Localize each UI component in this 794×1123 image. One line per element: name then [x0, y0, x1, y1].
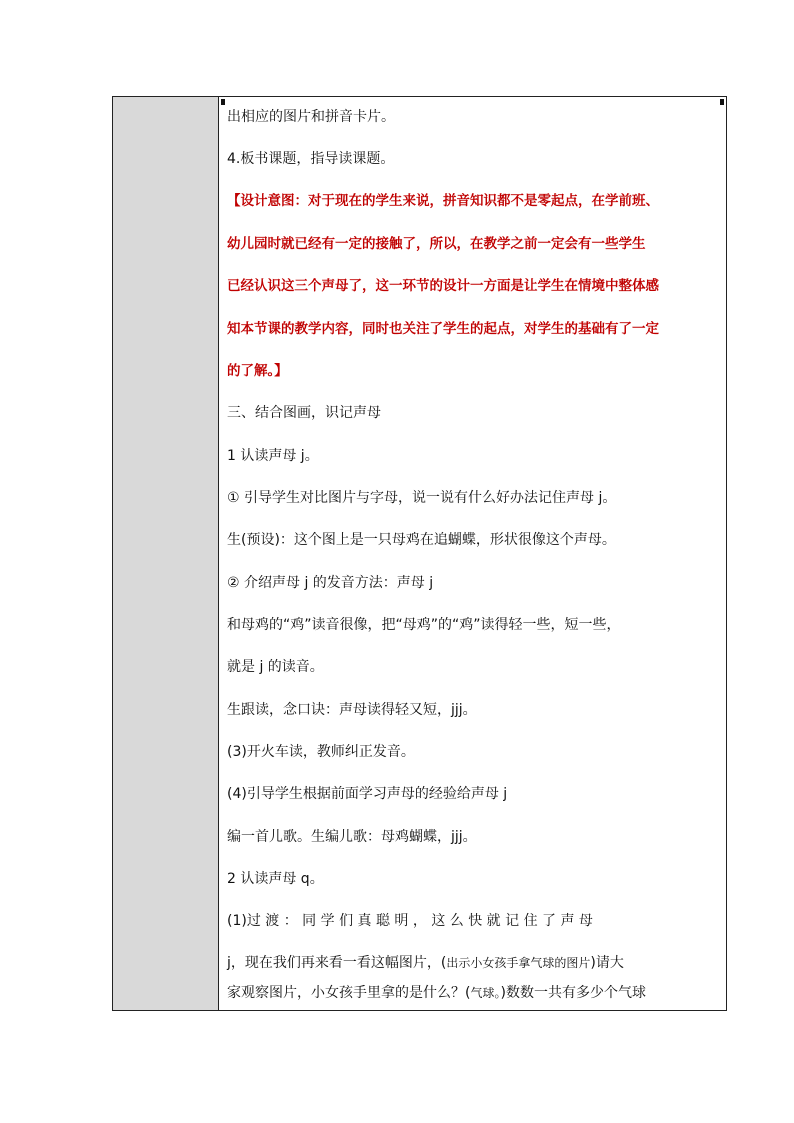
text-run: 家观察图片，小女孩手里拿的是什么？(: [227, 985, 471, 1001]
cell-corner-mark: [720, 99, 724, 105]
text-line: 4.板书课题，指导读课题。: [227, 151, 395, 167]
annotation-text: 出示小女孩手拿气球的图片: [446, 956, 591, 970]
cell-corner-mark: [221, 99, 225, 105]
design-intent-line: 【设计意图：对于现在的学生来说，拼音知识都不是零起点，在学前班、: [227, 193, 659, 209]
text-line: [227, 953, 720, 973]
design-intent-line: 的了解。】: [227, 363, 288, 379]
text-line: 出相应的图片和拼音卡片。: [227, 109, 395, 125]
text-line: ① 引导学生对比图片与字母，说一说有什么好办法记住声母 j。: [227, 490, 617, 506]
text-line: (1)过 渡 ： 同 学 们 真 聪 明 ， 这 么 快 就 记 住 了 声 母: [227, 913, 593, 929]
design-intent-line: 已经认识这三个声母了，这一环节的设计一方面是让学生在情境中整体感: [227, 278, 659, 294]
table-label-cell: [113, 97, 219, 1010]
design-intent-line: 知本节课的教学内容，同时也关注了学生的起点，对学生的基础有了一定: [227, 321, 659, 337]
design-intent-line: 幼儿园时就已经有一定的接触了，所以，在教学之前一定会有一些学生: [227, 236, 646, 252]
text-line: 1 认读声母 j。: [227, 448, 319, 464]
text-line: 2 认读声母 q。: [227, 871, 324, 887]
text-line: 就是 j 的读音。: [227, 659, 324, 675]
section-heading: 三、结合图画，识记声母: [227, 405, 381, 421]
text-line: [227, 983, 720, 1003]
text-line: (3)开火车读，教师纠正发音。: [227, 744, 415, 760]
text-run: j，现在我们再来看一看这幅图片，(: [227, 955, 447, 971]
lesson-table: [112, 96, 727, 1011]
annotation-text: 气球。: [470, 986, 501, 1000]
text-line: ② 介绍声母 j 的发音方法：声母 j: [227, 575, 434, 591]
table-content-cell: [219, 97, 726, 1010]
text-line: (4)引导学生根据前面学习声母的经验给声母 j: [227, 786, 508, 802]
text-line: 编一首儿歌。生编儿歌：母鸡蝴蝶，jjj。: [227, 829, 477, 845]
text-run: )数数一共有多少个气球: [500, 985, 646, 1001]
text-line: 生(预设)：这个图上是一只母鸡在追蝴蝶，形状很像这个声母。: [227, 532, 616, 548]
text-line: 和母鸡的“鸡”读音很像，把“母鸡”的“鸡”读得轻一些，短一些，: [227, 617, 621, 633]
text-run: )请大: [590, 955, 624, 971]
text-line: 生跟读，念口诀：声母读得轻又短，jjj。: [227, 702, 477, 718]
